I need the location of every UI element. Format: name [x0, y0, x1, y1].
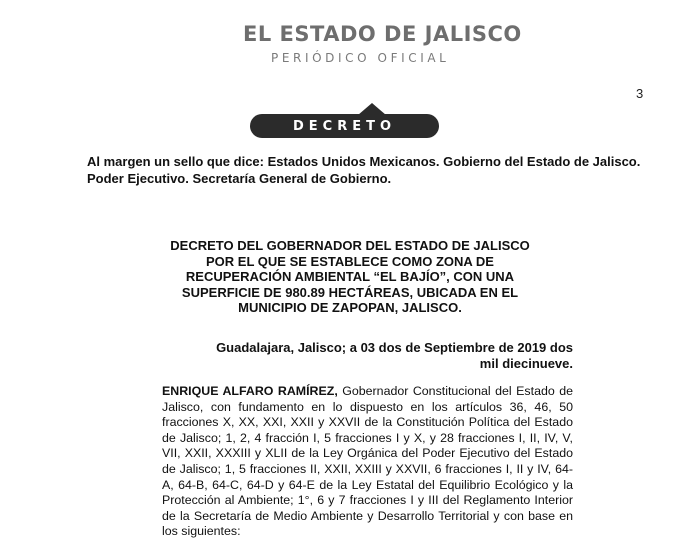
body-text: Gobernador Constitucional del Estado de Jalisco, con fundamento en lo dispuesto en los artículos 36, 46, 50 fracciones X, XX, XXI, XXII y XXVII de la Constitución Política del Estado de Jalisco; 1, 2, 4 fracción I, 5 fracciones I y X, y 28 fracciones I, II, IV, V, VII, XXII, XXXIII y XLII de la Ley Orgánica del Poder Ejecutivo del Estado de Jalisco; 1, 5 fracciones II, XXII, XXIII y XXVII, 6 fracciones I, II y IV, 64-A, 64-B, 64-C, 64-D y 64-E de la Ley Estatal del Equilibrio Ecológico y la Protección al Ambiente; 1°, 6 y 7 fracciones I y III del Reglamento Interior de la Secretaría de Medio Ambiente y Desarrollo Territorial y con base en los siguientes: — [162, 384, 573, 539]
body-paragraph — [162, 384, 573, 540]
section-label: DECRETO — [292, 118, 397, 134]
masthead-subtitle: PERIÓDICO OFICIAL — [271, 51, 450, 65]
place-date: Guadalajara, Jalisco; a 03 dos de Septiembre de 2019 dos mil diecinueve. — [216, 340, 573, 371]
decree-title: DECRETO DEL GOBERNADOR DEL ESTADO DE JALISCO POR EL QUE SE ESTABLECE COMO ZONA DE RECUPERACIÓN AMBIENTAL “EL BAJÍO”, CON UNA SUPERFICIE DE 980.89 HECTÁREAS, UBICADA EN EL MUNICIPIO DE ZAPOPAN, JALISCO. — [170, 238, 530, 315]
masthead-title: EL ESTADO DE JALISCO — [243, 22, 522, 46]
margin-note: Al margen un sello que dice: Estados Unidos Mexicanos. Gobierno del Estado de Jalisco. Poder Ejecutivo. Secretaría General de Gobierno. — [87, 154, 641, 186]
page-number: 3 — [636, 86, 644, 101]
section-banner — [250, 114, 439, 138]
author-name: ENRIQUE ALFARO RAMÍREZ, — [162, 384, 338, 398]
